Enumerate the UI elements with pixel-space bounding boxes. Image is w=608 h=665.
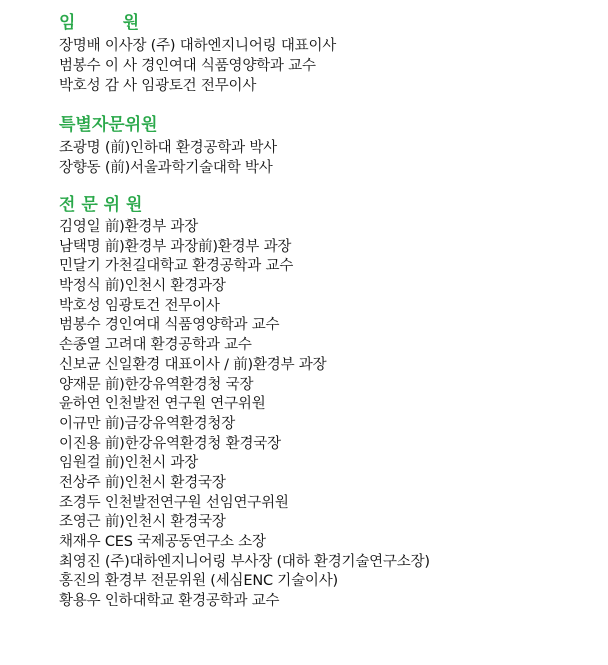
list-item: 장향동 (前)서울과학기술대학 박사 (59, 160, 273, 176)
list-item: 신보균 신일환경 대표이사 / 前)환경부 과장 (59, 356, 327, 373)
list-item: 민달기 가천길대학교 환경공학과 교수 (59, 258, 294, 275)
list-item: 손종열 고려대 환경공학과 교수 (59, 337, 252, 354)
list-item: 남택명 前)환경부 과장前)환경부 과장 (59, 238, 292, 255)
list-item: 채재우 CES 국제공동연구소 소장 (59, 534, 266, 550)
list-item: 범봉수 경인여대 식품영양학과 교수 (59, 317, 280, 334)
list-item: 양재문 前)한강유역환경청 국장 (59, 376, 254, 393)
list-item: 장명배 이사장 (주) 대하엔지니어링 대표이사 (59, 38, 337, 54)
list-item: 박호성 감 사 임광토건 전무이사 (59, 78, 257, 94)
section-heading-executives: 임 원 (59, 13, 140, 33)
list-item: 이진용 前)한강유역환경청 환경국장 (59, 435, 281, 452)
list-item: 범봉수 이 사 경인여대 식품영양학과 교수 (59, 58, 316, 74)
list-item: 조광명 (前)인하대 환경공학과 박사 (59, 140, 277, 156)
list-item: 전상주 前)인천시 환경국장 (59, 474, 226, 491)
list-item: 윤하연 인천발전 연구원 연구위원 (59, 396, 266, 413)
section-heading-special-advisors: 특별자문위원 (59, 115, 158, 135)
executives-list (59, 36, 599, 96)
expert-members-list (59, 218, 599, 612)
list-item: 조영근 前)인천시 환경국장 (59, 514, 226, 531)
list-item: 이규만 前)금강유역환경청장 (59, 415, 236, 432)
section-heading-expert-members: 전 문 위 원 (59, 195, 143, 215)
list-item: 임원걸 前)인천시 과장 (59, 455, 199, 472)
member-roster (59, 12, 599, 612)
list-item: 황용우 인하대학교 환경공학과 교수 (59, 593, 280, 610)
special-advisors-list (59, 138, 599, 178)
list-item: 조경두 인천발전연구원 선임연구위원 (59, 494, 289, 511)
list-item: 박호성 임광토건 전무이사 (59, 297, 220, 314)
list-item: 최영진 (주)대하엔지니어링 부사장 (대하 환경기술연구소장) (59, 553, 430, 570)
list-item: 홍진의 환경부 전문위원 (세심ENC 기술이사) (59, 573, 338, 590)
list-item: 박정식 前)인천시 환경과장 (59, 278, 226, 295)
list-item: 김영일 前)환경부 과장 (59, 219, 199, 235)
